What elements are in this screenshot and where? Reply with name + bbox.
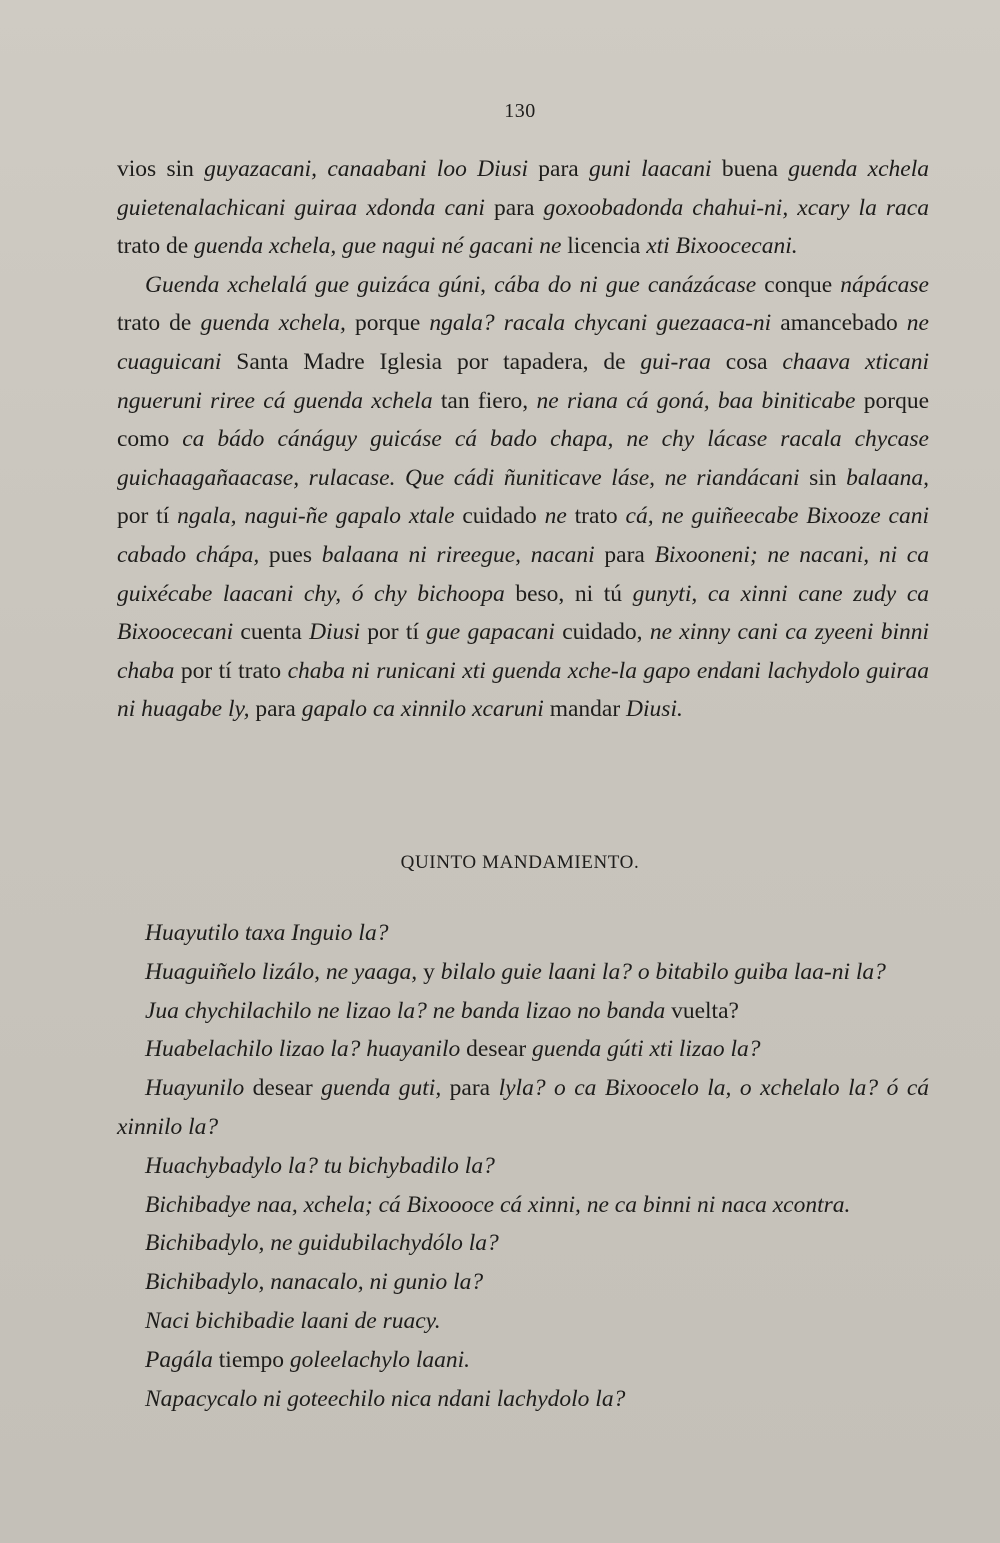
italic-text: guenda xchela, gue nagui né gacani ne bbox=[194, 233, 562, 260]
italic-text: ngala? racala chycani guezaaca-ni bbox=[429, 310, 772, 337]
italic-text: chaba ni runicani xti guenda xche-la gapo endani lachydolo guiraa ni huagabe ly, bbox=[117, 657, 929, 723]
italic-text: Guenda xchelalá gue guizáca gúni, cába do ni gue canázácase bbox=[145, 271, 757, 298]
roman-text: cuenta bbox=[233, 619, 310, 646]
question-line bbox=[117, 992, 929, 1031]
italic-text: ne cuaguicani bbox=[117, 310, 929, 375]
question-list bbox=[117, 914, 929, 1418]
roman-text: buena bbox=[711, 156, 789, 182]
roman-text: tan fiero, bbox=[432, 387, 537, 414]
italic-text: nápácase bbox=[840, 271, 929, 298]
italic-text: cá, ne guiñeecabe Bixooze cani cabado chápa, bbox=[117, 503, 929, 568]
question-line bbox=[117, 1341, 929, 1380]
italic-text: chaava xticani ngueruni riree cá guenda xchela bbox=[117, 348, 930, 414]
question-line bbox=[117, 1186, 929, 1225]
roman-text: mandar bbox=[543, 696, 627, 723]
roman-text: porque como bbox=[117, 387, 930, 453]
italic-text: ne riana cá goná, baa biniticabe bbox=[536, 387, 856, 414]
roman-text: para bbox=[528, 156, 590, 182]
italic-text: Bichibadylo, ne guidubilachydólo la? bbox=[145, 1230, 499, 1257]
italic-text: ne xinny cani ca zyeeni binni chaba bbox=[117, 619, 930, 684]
italic-text: guenda xchela, bbox=[200, 310, 346, 337]
roman-text: para bbox=[594, 541, 655, 568]
question-line bbox=[117, 1030, 929, 1069]
question-line bbox=[117, 1147, 929, 1186]
italic-text: Naci bichibadie laani de ruacy. bbox=[145, 1307, 441, 1334]
roman-text: sin bbox=[799, 464, 847, 491]
italic-text: goxoobadonda chahui-ni, xcary la raca bbox=[543, 194, 929, 221]
italic-text: Huayutilo taxa Inguio la? bbox=[145, 920, 389, 946]
roman-text: trato bbox=[566, 503, 626, 530]
question-line bbox=[117, 1302, 929, 1341]
roman-text: por tí bbox=[360, 619, 427, 646]
roman-text: conque bbox=[756, 271, 841, 298]
roman-text: por tí trato bbox=[174, 657, 288, 684]
roman-text: para bbox=[441, 1075, 499, 1102]
roman-text: desear bbox=[244, 1075, 322, 1102]
italic-text: gui-raa bbox=[640, 348, 711, 375]
question-line bbox=[117, 1380, 929, 1419]
italic-text: gunyti, ca xinni cane zudy ca Bixoocecani bbox=[117, 580, 929, 646]
italic-text: balaana, bbox=[846, 464, 929, 491]
italic-text: lyla? o ca Bixoocelo la, o xchelalo la? ó cá xinnilo la? bbox=[117, 1075, 930, 1140]
italic-text: Huaguiñelo lizálo, ne yaaga, bbox=[145, 958, 418, 985]
roman-text: trato de bbox=[117, 310, 201, 337]
italic-text: xti Bixoocecani. bbox=[646, 233, 798, 260]
italic-text: guenda gúti xti lizao la? bbox=[532, 1036, 761, 1063]
roman-text: amancebado bbox=[771, 310, 907, 337]
roman-text: cuidado, bbox=[554, 619, 650, 646]
italic-text: Jua chychilachilo ne lizao la? ne banda lizao no banda bbox=[145, 997, 666, 1024]
italic-text: Bichibadylo, nanacalo, ni gunio la? bbox=[145, 1269, 484, 1296]
question-line bbox=[117, 1069, 929, 1147]
roman-text: vuelta? bbox=[665, 997, 739, 1024]
italic-text: guenda guti, bbox=[321, 1075, 442, 1102]
body-text bbox=[117, 150, 929, 729]
italic-text: balaana ni rireegue, nacani bbox=[321, 541, 595, 568]
roman-text: Santa Madre Iglesia por tapadera, de bbox=[221, 348, 641, 375]
italic-text: Bixooneni; ne nacani, ni ca guixécabe laacani chy, ó chy bichoopa bbox=[117, 541, 929, 607]
roman-text: para bbox=[249, 696, 302, 723]
italic-text: gue gapacani bbox=[426, 619, 555, 646]
roman-text: porque bbox=[345, 310, 430, 337]
italic-text: guyazacani, canaabani loo Diusi bbox=[204, 156, 529, 182]
italic-text: Bichibadye naa, xchela; cá Bixoooce cá xinni, ne ca binni ni naca xcontra. bbox=[145, 1191, 851, 1218]
roman-text: cuidado bbox=[454, 503, 545, 530]
roman-text: tiempo bbox=[212, 1346, 290, 1373]
question-line bbox=[117, 1224, 929, 1263]
page-number: 130 bbox=[504, 100, 536, 122]
italic-text: Pagála bbox=[145, 1346, 213, 1373]
question-line bbox=[117, 953, 929, 992]
roman-text: pues bbox=[259, 541, 322, 568]
paragraph-2 bbox=[117, 266, 929, 729]
roman-text: vios sin bbox=[117, 156, 205, 182]
italic-text: ngala, nagui-ñe gapalo xtale bbox=[177, 503, 455, 530]
italic-text: gapalo ca xinnilo xcaruni bbox=[301, 696, 544, 723]
question-line bbox=[117, 1263, 929, 1302]
roman-text: y bbox=[417, 958, 441, 985]
italic-text: Napacycalo ni goteechilo nica ndani lachydolo la? bbox=[145, 1385, 626, 1412]
roman-text: beso, ni tú bbox=[504, 580, 633, 607]
roman-text: por tí bbox=[117, 503, 178, 530]
section-heading: QUINTO MANDAMIENTO. bbox=[400, 852, 640, 873]
roman-text: trato de bbox=[117, 233, 194, 260]
italic-text: guenda xchela guietenalachicani guiraa xdonda cani bbox=[117, 156, 929, 221]
question-line bbox=[117, 914, 929, 953]
roman-text: desear bbox=[460, 1036, 533, 1063]
italic-text: ne bbox=[544, 503, 567, 530]
italic-text: bilalo guie laani la? o bitabilo guiba laa-ni la? bbox=[440, 958, 886, 985]
italic-text: Huabelachilo lizao la? huayanilo bbox=[145, 1036, 461, 1063]
italic-text: Diusi. bbox=[626, 696, 683, 723]
roman-text: cosa bbox=[710, 348, 783, 375]
roman-text: para bbox=[484, 194, 544, 221]
roman-text: licencia bbox=[561, 233, 647, 260]
italic-text: guni laacani bbox=[589, 156, 712, 182]
italic-text: Huachybadylo la? tu bichybadilo la? bbox=[145, 1152, 495, 1179]
italic-text: ca bádo cánáguy guicáse cá bado chapa, ne chy lácase racala chycase guichaagañaacase, rulacase. Que cádi ñuniticave láse, ne riandácani bbox=[117, 426, 929, 491]
italic-text: goleelachylo laani. bbox=[289, 1346, 471, 1373]
paragraph-1 bbox=[117, 150, 929, 266]
italic-text: Huayunilo bbox=[145, 1075, 245, 1102]
italic-text: Diusi bbox=[309, 619, 360, 646]
